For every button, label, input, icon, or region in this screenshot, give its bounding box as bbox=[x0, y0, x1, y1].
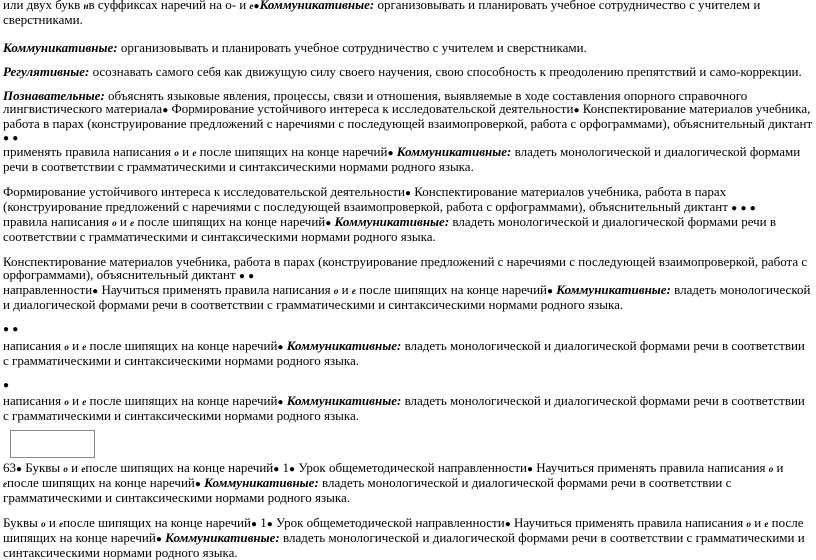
row-number: 63 bbox=[3, 460, 16, 475]
letter-e: е bbox=[82, 342, 87, 352]
bullet-icon: ● bbox=[289, 464, 296, 475]
label-communicative: Коммуникативные: bbox=[3, 40, 118, 55]
text: Конспектирование материалов учебника, работа в парах (конструирование предложений с наречиями с последующей взаимопроверкой, работа с орфограммами), объяснительный диктант bbox=[3, 254, 808, 282]
paragraph-4 bbox=[3, 89, 813, 173]
text: и bbox=[754, 515, 762, 530]
text: после шипящих на конце наречий bbox=[3, 515, 804, 545]
text: и bbox=[71, 460, 79, 475]
bullet-line bbox=[3, 377, 813, 392]
text: или двух букв bbox=[3, 0, 81, 12]
bullet-icon: ● bbox=[504, 519, 511, 530]
bullet-icon: ● bbox=[325, 218, 332, 229]
letter-o: о bbox=[768, 464, 774, 474]
bullet-icon: ● bbox=[3, 380, 10, 391]
text: осознавать самого себя как движущую силу своего научения, свою способность к преодолению препятствий и само-коррекции. bbox=[92, 64, 802, 79]
empty-table-cell bbox=[10, 430, 95, 458]
letter-e: е bbox=[192, 148, 197, 158]
bullet-icon: ● bbox=[740, 203, 747, 214]
hours: 1 bbox=[260, 515, 267, 530]
text: Научиться применять правила написания bbox=[536, 460, 766, 475]
label-communicative: Коммуникативные: bbox=[165, 530, 280, 545]
label-communicative: Коммуникативные: bbox=[286, 338, 402, 353]
letter-o: о bbox=[64, 342, 69, 352]
paragraph-6 bbox=[3, 255, 813, 311]
bullet-icon: ● bbox=[404, 188, 412, 199]
bullet-icon: ● bbox=[194, 479, 201, 490]
text: Урок общеметодической направленности bbox=[276, 515, 505, 530]
bullet-line bbox=[3, 321, 813, 336]
text: применять правила написания bbox=[3, 144, 172, 159]
bullet-icon: ● bbox=[277, 342, 284, 353]
text: правила написания bbox=[3, 214, 109, 229]
text: Буквы bbox=[3, 515, 38, 530]
paragraph-3 bbox=[3, 65, 813, 78]
text: владеть монологической и диалогической формами речи в соответствии с грамматическими и синтаксическими нормами родного языка. bbox=[3, 144, 801, 174]
bullet-icon: ● bbox=[3, 324, 10, 335]
text: после шипящих на конце наречий bbox=[89, 393, 278, 408]
bullet-icon: ● bbox=[155, 534, 162, 545]
text: Буквы bbox=[25, 460, 61, 475]
text: после шипящих на конце наречий bbox=[89, 338, 278, 353]
bullet-icon: ● bbox=[547, 286, 554, 297]
text: Урок общеметодической направленности bbox=[298, 460, 527, 475]
text: Формирование устойчивого интереса к исследовательской деятельности bbox=[3, 184, 405, 199]
bullet-icon: ● bbox=[92, 286, 99, 297]
label-cognitive: Познавательные: bbox=[3, 88, 105, 103]
bullet-icon: ● bbox=[250, 519, 257, 530]
letter-o: о bbox=[41, 519, 46, 529]
text: и bbox=[341, 282, 349, 297]
letter-o: о bbox=[333, 286, 339, 296]
letter-e: е bbox=[130, 218, 135, 228]
text: владеть монологической и диалогической формами речи в соответствии с грамматическими и синтаксическими нормами родного языка. bbox=[3, 282, 811, 312]
paragraph-1 bbox=[3, 0, 813, 26]
text: владеть монологической и диалогической формами речи в соответствии с грамматическими и синтаксическими нормами родного языка. bbox=[3, 530, 805, 560]
letter-n: н bbox=[83, 1, 89, 11]
letter-e: е bbox=[81, 464, 86, 474]
letter-o: о bbox=[746, 519, 751, 529]
text: после шипящих на конце наречий bbox=[359, 282, 547, 297]
text: организовывать и планировать учебное сотрудничество с учителем и сверстниками. bbox=[120, 40, 587, 55]
paragraph-9 bbox=[3, 461, 813, 504]
text: Научиться применять правила написания bbox=[513, 515, 744, 530]
letter-o: о bbox=[112, 218, 117, 228]
label-regulative: Регулятивные: bbox=[3, 64, 90, 79]
text: владеть монологической и диалогической формами речи в соответствии с грамматическими и синтаксическими нормами родного языка. bbox=[3, 214, 777, 244]
label-communicative: Коммуникативные: bbox=[396, 144, 512, 159]
text: после шипящих на конце наречий bbox=[63, 515, 251, 530]
text: и bbox=[48, 515, 56, 530]
text: направленности bbox=[3, 282, 93, 297]
bullet-icon: ● bbox=[387, 148, 394, 159]
text: и bbox=[119, 214, 127, 229]
letter-o: о bbox=[63, 464, 68, 474]
paragraph-10 bbox=[3, 516, 813, 559]
text: владеть монологической и диалогической формами речи в соответствии с грамматическими и синтаксическими нормами родного языка. bbox=[3, 475, 732, 505]
bullet-icon: ● bbox=[573, 105, 580, 116]
bullet-icon: ● bbox=[731, 203, 738, 214]
paragraph-7 bbox=[3, 339, 813, 367]
text: объяснять языковые явления, процессы, связи и отношения, выявляемые в ходе составления опорного справочного лингвистического материала bbox=[3, 88, 748, 116]
text: Конспектирование материалов учебника, работа в парах (конструирование предложений с наречиями с последующей взаимопроверкой, работа с орфограммами), объяснительный диктант bbox=[3, 101, 813, 131]
paragraph-2 bbox=[3, 41, 813, 54]
hours: 1 bbox=[282, 460, 290, 475]
text: Конспектирование материалов учебника, работа в парах (конструирование предложений с наречиями с последующей взаимопроверкой, работа с орфограммами), объяснительный диктант bbox=[3, 184, 728, 214]
paragraph-8 bbox=[3, 394, 813, 422]
letter-o: о bbox=[174, 148, 179, 158]
text: после шипящих на конце наречий bbox=[137, 214, 326, 229]
bullet-icon: ● bbox=[253, 1, 260, 12]
text: и bbox=[72, 338, 80, 353]
bullet-icon: ● bbox=[16, 464, 23, 475]
text: написания bbox=[3, 338, 62, 353]
text: владеть монологической и диалогической формами речи в соответствии с грамматическими и синтаксическими нормами родного языка. bbox=[3, 393, 805, 423]
bullet-icon: ● bbox=[12, 324, 19, 335]
bullet-icon: ● bbox=[273, 464, 280, 475]
text: владеть монологической и диалогической формами речи в соответствии с грамматическими и синтаксическими нормами родного языка. bbox=[3, 338, 805, 368]
label-communicative: Коммуникативные: bbox=[204, 475, 319, 490]
text: после шипящих на конце наречий bbox=[85, 460, 274, 475]
bullet-icon: ● bbox=[3, 133, 10, 144]
bullet-icon: ● bbox=[238, 271, 245, 282]
paragraph-5 bbox=[3, 185, 813, 243]
bullet-icon: ● bbox=[266, 519, 273, 530]
bullet-icon: ● bbox=[162, 105, 169, 116]
label-communicative: Коммуникативные: bbox=[259, 0, 375, 12]
text: организовывать и планировать учебное сотрудничество с учителем и сверстниками. bbox=[3, 0, 761, 27]
label-communicative: Коммуникативные: bbox=[334, 214, 450, 229]
text: написания bbox=[3, 393, 62, 408]
letter-e: е bbox=[3, 479, 7, 489]
letter-e: е bbox=[764, 519, 769, 529]
text: в суффиксах наречий на о- и bbox=[88, 0, 247, 12]
letter-e: е bbox=[82, 397, 87, 407]
bullet-icon: ● bbox=[749, 203, 756, 214]
text: и bbox=[776, 460, 784, 475]
text: после шипящих на конце наречий bbox=[199, 144, 388, 159]
label-communicative: Коммуникативные: bbox=[556, 282, 671, 297]
bullet-icon: ● bbox=[12, 133, 19, 144]
letter-o: о bbox=[64, 397, 69, 407]
text: и bbox=[182, 144, 190, 159]
text: Научиться применять правила написания bbox=[101, 282, 331, 297]
bullet-icon: ● bbox=[526, 464, 534, 475]
bullet-icon: ● bbox=[248, 271, 255, 282]
letter-e: е bbox=[351, 286, 356, 296]
letter-e: е bbox=[249, 1, 254, 11]
text: после шипящих на конце наречий bbox=[7, 475, 195, 490]
letter-e: е bbox=[59, 519, 64, 529]
bullet-icon: ● bbox=[277, 397, 284, 408]
text: Формирование устойчивого интереса к исследовательской деятельности bbox=[171, 101, 574, 116]
label-communicative: Коммуникативные: bbox=[286, 393, 402, 408]
text: и bbox=[72, 393, 80, 408]
